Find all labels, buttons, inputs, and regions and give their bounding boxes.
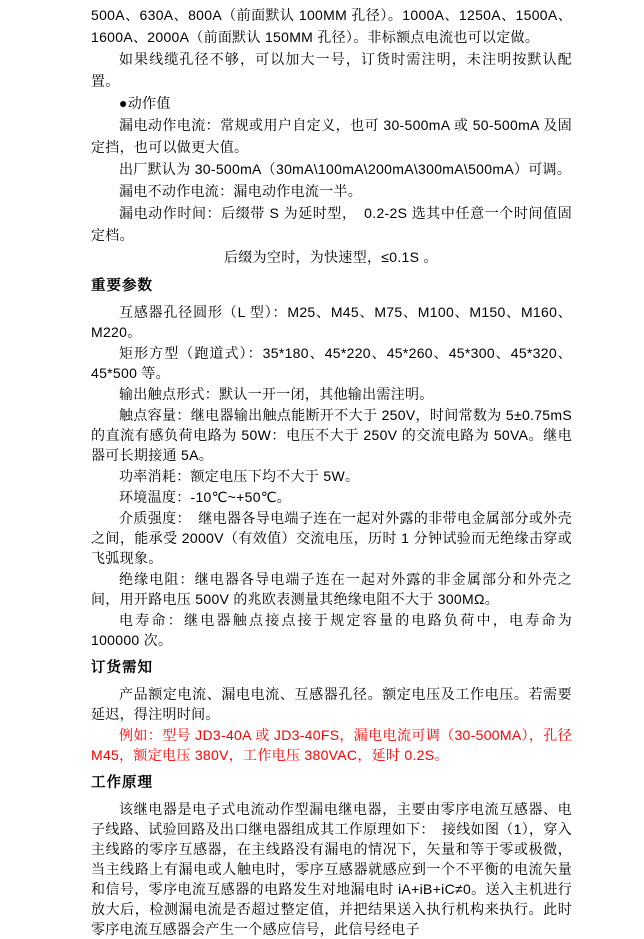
paragraph-insulation-resistance: 绝缘电阻：继电器各导电端子连在一起对外露的非金属部分和外壳之间，用开路电压 500V 的兆欧表测量其绝缘电阻不大于 300MΩ。 bbox=[91, 571, 572, 607]
paragraph-non-action-current: 漏电不动作电流：漏电动作电流一半。 bbox=[119, 183, 363, 199]
paragraph-working-principle: 该继电器是电子式电流动作型漏电继电器，主要由零序电流互感器、电子线路、试验回路及出口继电器组成其工作原理如下： 接线如图（1），穿入主线路的零序互感器，在主线路没有漏电的情况下，矢量和等于零或极微，当主线路上有漏电或人触电时，零序互感器就感应到一个不平衡的电流矢量和信号，零序电流互感器的电路发生对地漏电时 iA+iB+iC≠0。送入主机进行放大后，检测漏电流是否超过整定值，并把结果送入执行机构来执行。此时零序电流互感器会产生一个感应信号，此信号经电子 bbox=[91, 801, 572, 937]
section-important-params bbox=[91, 276, 572, 650]
paragraph-factory-default: 出厂默认为 30-500mA（30mA\100mA\200mA\300mA\500mA）可调。 bbox=[119, 161, 572, 177]
heading-working-principle: 工作原理 bbox=[91, 775, 153, 791]
paragraph-ordering-requirements: 产品额定电流、漏电电流、互感器孔径。额定电压及工作电压。若需要延迟，得注明时间。 bbox=[91, 686, 572, 722]
paragraph-transformer-hole-round: 互感器孔径圆形（L 型）：M25、M45、M75、M100、M150、M160、M220。 bbox=[91, 304, 572, 340]
paragraph-rated-current-list: 500A、630A、800A（前面默认 100MM 孔径）。1000A、1250A、1500A、1600A、2000A（前面默认 150MM 孔径）。非标额点电流也可以定做。 bbox=[91, 7, 572, 45]
heading-important-params: 重要参数 bbox=[91, 278, 153, 294]
section-ordering-notes bbox=[91, 658, 572, 765]
paragraph-fast-type: 后缀为空时，为快速型，≤0.1S 。 bbox=[224, 249, 438, 265]
section-product-spec bbox=[91, 4, 572, 268]
paragraph-rect-racetrack: 矩形方型（跑道式）：35*180、45*220、45*260、45*300、45*320、45*500 等。 bbox=[91, 345, 572, 381]
paragraph-dielectric-strength: 介质强度： 继电器各导电端子连在一起对外露的非带电金属部分或外壳之间，能承受 2000V（有效值）交流电压，历时 1 分钟试验而无绝缘击穿或飞弧现象。 bbox=[91, 510, 572, 566]
paragraph-action-time: 漏电动作时间：后缀带 S 为延时型， 0.2-2S 选其中任意一个时间值固定档。 bbox=[91, 205, 572, 243]
paragraph-cable-hole-note: 如果线缆孔径不够，可以加大一号，订货时需注明，未注明按默认配置。 bbox=[91, 51, 572, 89]
paragraph-contact-capacity: 触点容量：继电器输出触点能断开不大于 250V，时间常数为 5±0.75mS 的直流有感负荷电路为 50W：电压不大于 250V 的交流电路为 50VA。继电器可长期接通 5A。 bbox=[91, 407, 572, 463]
paragraph-action-value-bullet: ●动作值 bbox=[119, 95, 171, 111]
paragraph-ordering-example: 例如：型号 JD3-40A 或 JD3-40FS，漏电电流可调（30-500MA），孔径 M45，额定电压 380V，工作电压 380VAC，延时 0.2S。 bbox=[91, 727, 572, 763]
paragraph-power-consumption: 功率消耗：额定电压下均不大于 5W。 bbox=[119, 468, 360, 484]
section-working-principle bbox=[91, 773, 572, 939]
paragraph-leakage-action-current: 漏电动作电流：常规或用户自定义，也可 30-500mA 或 50-500mA 及固定挡，也可以做更大值。 bbox=[91, 117, 572, 155]
paragraph-ambient-temperature: 环境温度：-10℃~+50℃。 bbox=[119, 489, 292, 505]
paragraph-output-contact-form: 输出触点形式：默认一开一闭，其他输出需注明。 bbox=[119, 386, 434, 402]
heading-ordering-notes: 订货需知 bbox=[91, 660, 153, 676]
paragraph-electrical-life: 电寿命：继电器触点接点接于规定容量的电路负荷中，电寿命为 100000 次。 bbox=[91, 612, 572, 648]
